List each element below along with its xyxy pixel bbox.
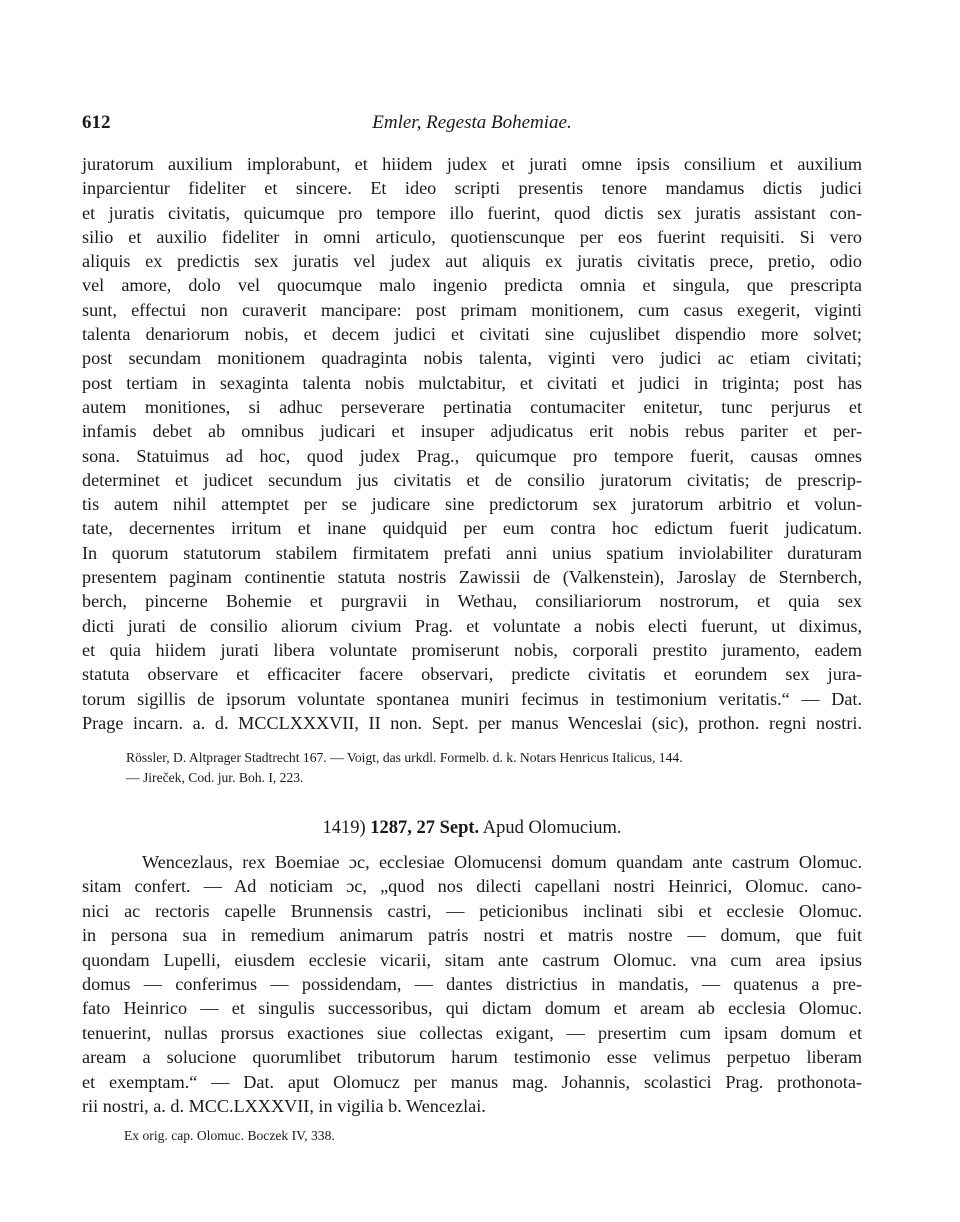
text-line: rii nostri, a. d. MCC.LXXXVII, in vigilia b. Wencezlai. [82, 1096, 486, 1117]
entry-date: 1287, 27 Sept. [370, 818, 480, 838]
reference-line: Ex orig. cap. Olomuc. Boczek IV, 338. [124, 1128, 335, 1143]
reference-line: — Jireček, Cod. jur. Boh. I, 223. [126, 770, 304, 785]
entry-place: Apud Olomucium. [482, 818, 622, 838]
text-line: determinet et judicet secundum jus civitatis et de consilio juratorum civitatis; de prescrip- [82, 469, 862, 490]
text-line: et exemptam.“ — Dat. aput Olomucz per manus mag. Johannis, scolastici Prag. prothonota- [82, 1071, 862, 1092]
text-line: silio et auxilio fideliter in omni articulo, quotienscunque per eos fuerint requisiti. Si vero [82, 226, 862, 247]
text-line: sunt, effectui non curaverit mancipare: post primam monitionem, cum casus exegerit, viginti [82, 299, 862, 320]
text-line: infamis debet ab omnibus judicari et insuper adjudicatus erit nobis rebus pariter et per- [82, 421, 862, 442]
text-line: domus — conferimus — possidendam, — dantes districtius in mandatis, — quatenus a pre- [82, 974, 862, 995]
charter-text-1419 [82, 850, 862, 1118]
text-line: Prage incarn. a. d. MCCLXXXVII, II non. Sept. per manus Wenceslai (sic), prothon. regni nostri. [82, 712, 862, 733]
text-line: torum sigillis de ipsorum voluntate spontanea muniri fecimus in testimonium veritatis.“ — Dat. [82, 688, 862, 709]
text-line: in persona sua in remedium animarum patris nostri et matris nostre — domum, que fuit [82, 925, 862, 946]
references-1419 [124, 1126, 864, 1146]
text-line: berch, pincerne Bohemie et purgravii in Wethau, consiliariorum nostrorum, et quia sex [82, 591, 862, 612]
text-line: vel amore, dolo vel quocumque malo ingenio predicta omnia et singula, que prescripta [82, 275, 862, 296]
reference-line: Rössler, D. Altprager Stadtrecht 167. — Voigt, das urkdl. Formelb. d. k. Notars Henricus Italicus, 144. [126, 750, 683, 765]
references-1419-previous [126, 748, 866, 788]
text-line: dicti jurati de consilio aliorum civium Prag. et voluntate a nobis electi fuerunt, ut diximus, [82, 615, 862, 636]
text-line: nici ac rectoris capelle Brunnensis castri, — peticionibus inclinati sibi et ecclesie Olomuc. [82, 900, 862, 921]
text-line: In quorum statutorum stabilem firmitatem prefati anni unius spatium inviolabiliter duraturam [82, 542, 862, 563]
entry-heading [82, 818, 862, 839]
charter-text-continued [82, 152, 862, 735]
text-line: tenuerint, nullas prorsus exactiones siue collectas exigant, — presertim cum ipsam domum et [82, 1022, 862, 1043]
entry-number: 1419) [322, 818, 366, 838]
text-line: juratorum auxilium implorabunt, et hiidem judex et jurati omne ipsis consilium et auxilium [82, 154, 862, 174]
text-line: fato Heinrico — et singulis successoribus, qui dictam domum et aream ab ecclesia Olomuc. [82, 998, 862, 1019]
text-line: aream a solucione quorumlibet tributorum harum testimonio esse velimus perpetuo liberam [82, 1047, 862, 1068]
text-line: quondam Lupelli, eiusdem ecclesie vicarii, sitam ante castrum Olomuc. vna cum area ipsius [82, 949, 862, 970]
text-line: tate, decernentes irritum et inane quidquid per eum contra hoc edictum fuerit judicatum. [82, 518, 862, 539]
text-line: post secundam monitionem quadraginta nobis talenta, viginti vero judici ac etiam civitati; [82, 348, 862, 369]
text-line: inparcientur fideliter et sincere. Et ideo scripti presentis tenore mandamus dictis judici [82, 178, 862, 199]
text-line: sona. Statuimus ad hoc, quod judex Prag., quicumque pro tempore fuerit, causas omnes [82, 445, 862, 466]
text-line: talenta denariorum nobis, et decem judici et civitati sine cujuslibet dispendio more solvet; [82, 324, 862, 345]
text-line: post tertiam in sexaginta talenta nobis mulctabitur, et civitati et judici in triginta; post has [82, 372, 862, 393]
text-line: autem monitiones, si adhuc perseverare pertinatia contumaciter enitetur, tunc perjurus et [82, 396, 862, 417]
running-title: Emler, Regesta Bohemiae. [372, 112, 572, 133]
text-line: sitam confert. — Ad noticiam ɔc, „quod nos dilecti capellani nostri Heinrici, Olomuc. cano- [82, 876, 862, 897]
text-line: Wencezlaus, rex Boemiae ɔc, ecclesiae Olomucensi domum quandam ante castrum Olomuc. [142, 852, 862, 872]
text-line: tis autem nihil attemptet per se judicare sine predictorum sex juratorum arbitrio et volun- [82, 494, 862, 515]
page-header [82, 112, 862, 142]
text-line: et juratis civitatis, quicumque pro tempore illo fuerint, quod dictis sex juratis assistant con- [82, 202, 862, 223]
text-line: statuta observare et efficaciter facere observari, predicte civitatis et eorundem sex jura- [82, 664, 862, 685]
text-line: et quia hiidem jurati libera voluntate promiserunt nobis, corporali prestito juramento, eadem [82, 639, 862, 660]
page-number: 612 [82, 112, 111, 133]
text-line: aliquis ex predictis sex juratis vel judex aut aliquis ex juratis civitatis prece, pretio, odio [82, 251, 862, 272]
text-line: presentem paginam continentie statuta nostris Zawissii de (Valkenstein), Jaroslay de Sternberch, [82, 567, 862, 588]
